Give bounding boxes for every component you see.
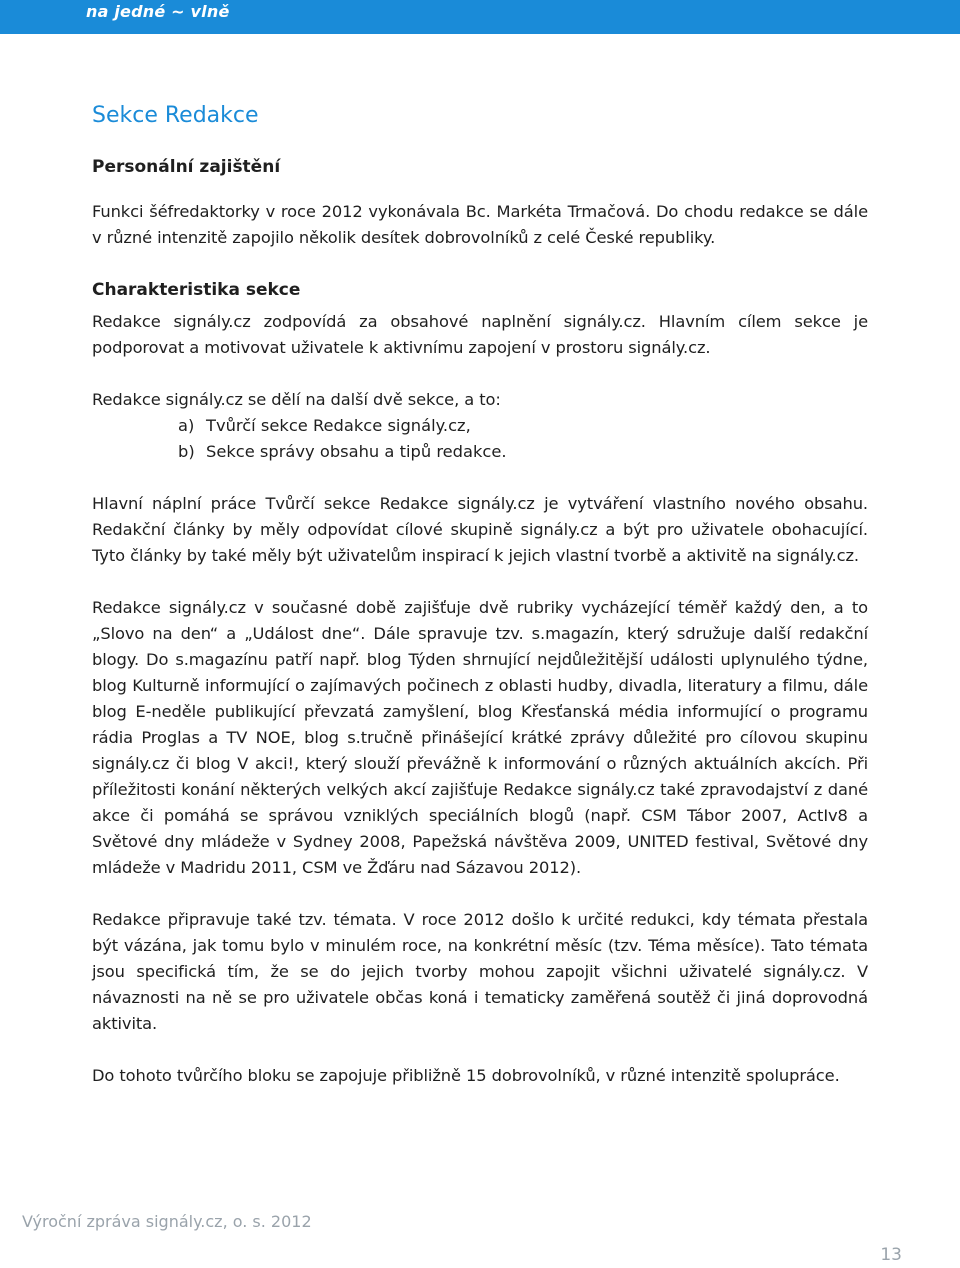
paragraph-split-intro: Redakce signály.cz se dělí na další dvě sekce, a to: [92, 390, 501, 409]
heading-personnel: Personální zajištění [92, 157, 281, 177]
paragraph-rubrics: Redakce signály.cz v současné době zajišťuje dvě rubriky vycházející téměř každý den, a to „Slovo na den“ a „Událost dne“. Dále spravuje tzv. s.magazín, který sdružuje další redakční blogy. Do s.magazínu patří např. blog Týden shrnující nejdůležitější události uplynulého týdne, blog Kulturně informující o zajímavých počinech z oblasti hudby, divadla, literatury a filmu, dále blog E-neděle publikující převzatá zamyšlení, blog Křesťanská média informující o programu rádia Proglas a TV NOE, blog s.tručně přinášející krátké zprávy důležité pro cílovou skupinu signály.cz či blog V akci!, který slouží převážně k informování o různých aktuálních akcích. Při příležitosti konání některých velkých akcí zajišťuje Redakce signály.cz také zpravodajství z dané akce či pomáhá se správou vzniklých speciálních blogů (např. CSM Tábor 2007, ActIv8 a Světové dny mládeže v Sydney 2008, Papežská návštěva 2009, UNITED festival, Světové dny mládeže v Madridu 2011, CSM ve Žďáru nad Sázavou 2012). [92, 598, 868, 877]
list-item-text: Sekce správy obsahu a tipů redakce. [206, 442, 507, 461]
paragraph-characteristics: Redakce signály.cz zodpovídá za obsahové naplnění signály.cz. Hlavním cílem sekce je podporovat a motivovat uživatele k aktivnímu zapojení v prostoru signály.cz. [92, 312, 868, 357]
list-item-text: Tvůrčí sekce Redakce signály.cz, [206, 416, 471, 435]
subsection-list [178, 413, 868, 465]
list-item [178, 439, 868, 465]
list-marker: b) [178, 442, 195, 461]
brand-logo: na jedné ~ vlně [86, 2, 230, 21]
header-bar [0, 0, 960, 34]
document-body [92, 98, 868, 1115]
heading-characteristics: Charakteristika sekce [92, 280, 301, 300]
list-item [178, 413, 868, 439]
list-marker: a) [178, 416, 195, 435]
paragraph-themes: Redakce připravuje také tzv. témata. V roce 2012 došlo k určité redukci, kdy témata přestala být vázána, jak tomu bylo v minulém roce, na konkrétní měsíc (tzv. Téma měsíce). Tato témata jsou specifická tím, že se do jejich tvorby mohou zapojit všichni uživatelé signály.cz. V návaznosti na ně se pro uživatele občas koná i tematicky zaměřená soutěž či jiná doprovodná aktivita. [92, 910, 868, 1033]
paragraph-creative: Hlavní náplní práce Tvůrčí sekce Redakce signály.cz je vytváření vlastního nového obsahu. Redakční články by měly odpovídat cílové skupině signály.cz a být pro uživatele obohacující. Tyto články by také měly být uživatelům inspirací k jejich vlastní tvorbě a aktivitě na signály.cz. [92, 494, 868, 565]
paragraph-volunteers: Do tohoto tvůrčího bloku se zapojuje přibližně 15 dobrovolníků, v různé intenzitě spolupráce. [92, 1066, 840, 1085]
page-number: 13 [880, 1245, 902, 1265]
section-title: Sekce Redakce [92, 103, 259, 128]
footer-report-title: Výroční zpráva signály.cz, o. s. 2012 [22, 1212, 312, 1231]
paragraph-personnel: Funkci šéfredaktorky v roce 2012 vykonávala Bc. Markéta Trmačová. Do chodu redakce se dále v různé intenzitě zapojilo několik desítek dobrovolníků z celé České republiky. [92, 202, 868, 247]
